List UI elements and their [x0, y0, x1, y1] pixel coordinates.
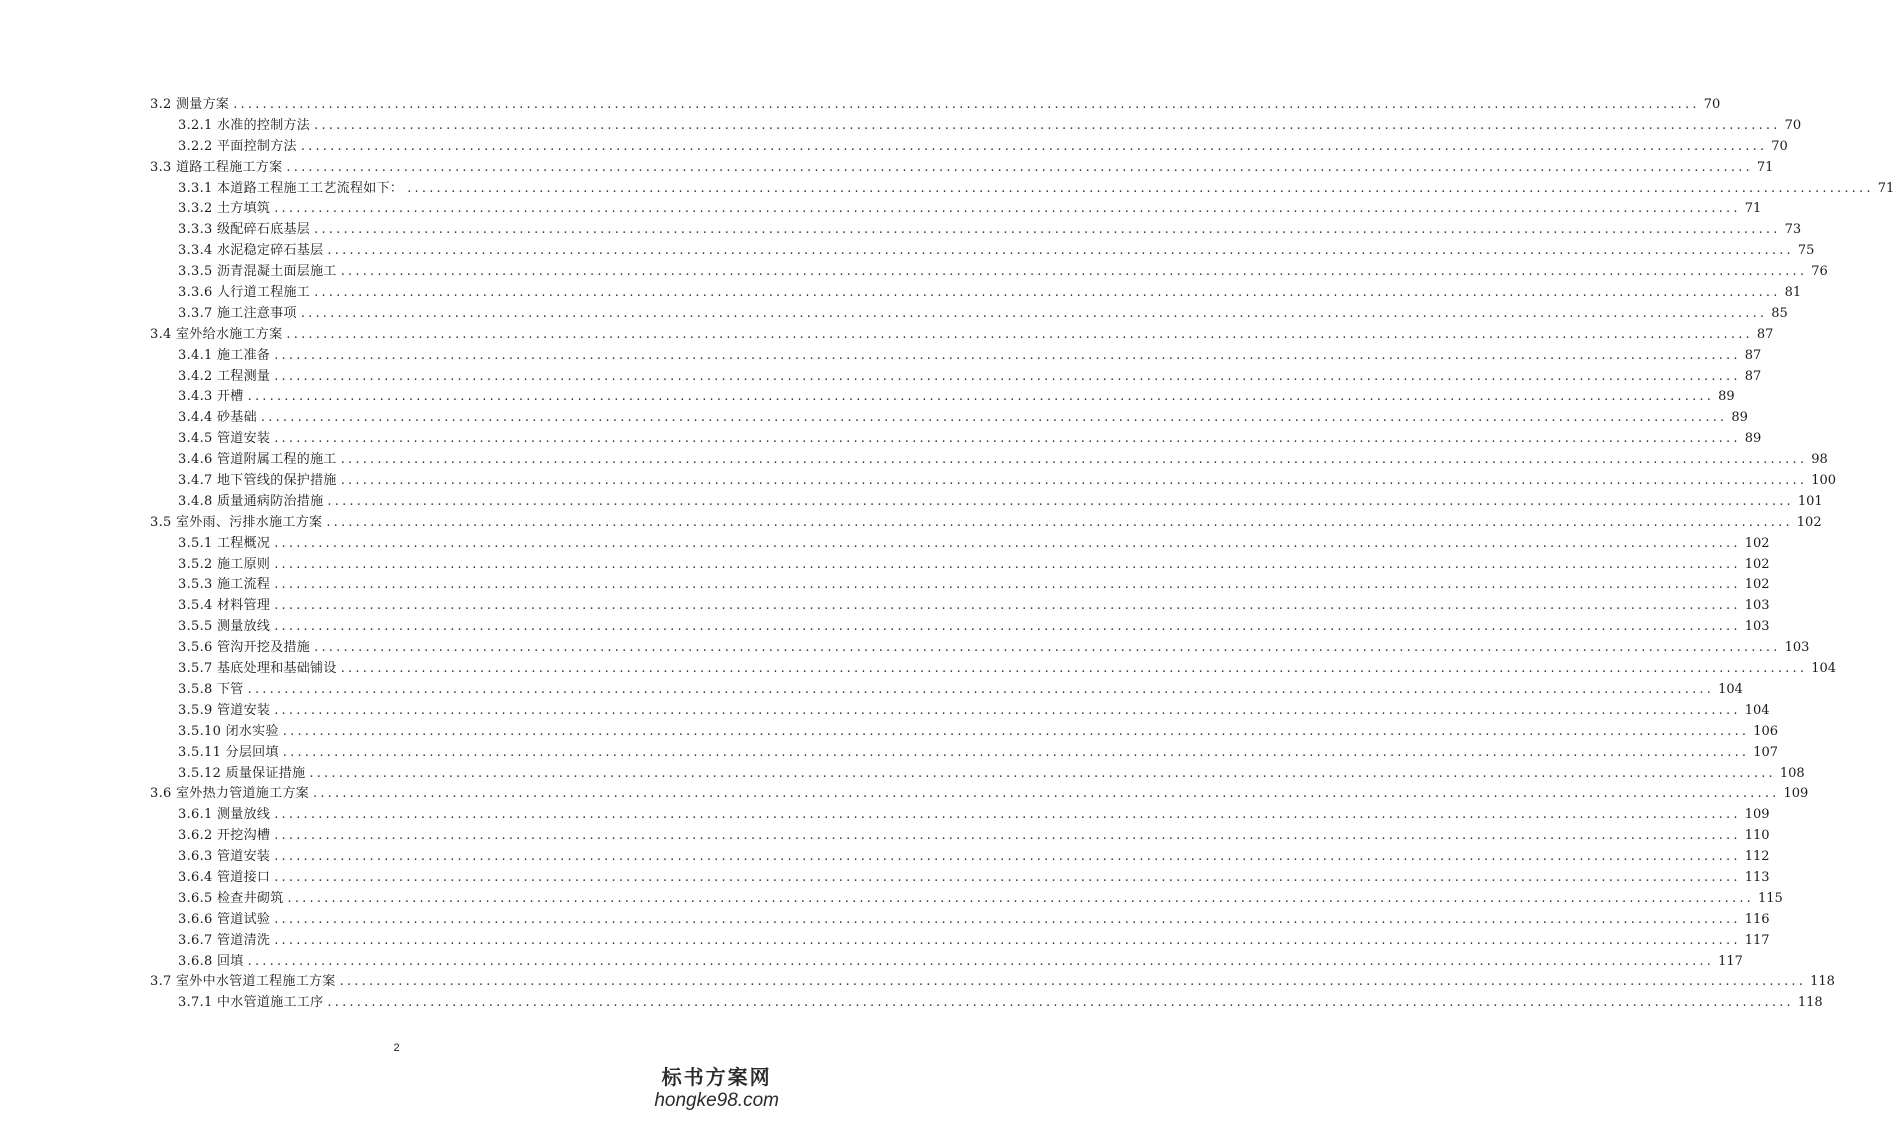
toc-entry-title: 3.5.9 管道安装: [178, 702, 271, 718]
toc-entry[interactable]: [178, 805, 1770, 826]
toc-entry[interactable]: [178, 764, 1805, 785]
toc-entry-title: 3.6.4 管道接口: [178, 869, 271, 885]
toc-dot-leader: ........................................................................................................................................................................................................: [274, 702, 1741, 718]
toc-entry[interactable]: [178, 617, 1770, 638]
toc-entry-page: 118: [1810, 974, 1835, 990]
toc-entry-title: 3.4.1 施工准备: [178, 347, 271, 363]
toc-dot-leader: ........................................................................................................................................................................................................: [274, 849, 1741, 865]
toc-entry-title: 3.6.2 开挖沟槽: [178, 828, 271, 844]
toc-entry[interactable]: [150, 513, 1822, 534]
toc-entry[interactable]: [178, 659, 1837, 680]
toc-dot-leader: ........................................................................................................................................................................................................: [282, 744, 1750, 760]
toc-entry-page: 102: [1744, 577, 1770, 593]
toc-dot-leader: ........................................................................................................................................................................................................: [340, 452, 1808, 468]
toc-entry-title: 3.3.5 沥青混凝土面层施工: [178, 264, 337, 280]
toc-entry-page: 117: [1744, 932, 1770, 948]
toc-entry-page: 118: [1797, 995, 1823, 1011]
toc-entry-page: 113: [1744, 869, 1770, 885]
toc-entry[interactable]: [178, 868, 1770, 889]
toc-dot-leader: ........................................................................................................................................................................................................: [340, 661, 1808, 677]
toc-entry-title: 3.4.2 工程测量: [178, 368, 271, 384]
toc-entry-page: 109: [1783, 786, 1809, 802]
toc-dot-leader: ........................................................................................................................................................................................................: [274, 828, 1741, 844]
toc-entry-title: 3.3.1 本道路工程施工工艺流程如下：: [178, 180, 404, 196]
toc-entry-page: 70: [1784, 117, 1802, 133]
toc-entry-page: 107: [1753, 744, 1779, 760]
toc-entry-title: 3.4.3 开槽: [178, 389, 244, 405]
toc-entry-page: 117: [1718, 953, 1743, 969]
toc-dot-leader: ........................................................................................................................................................................................................: [327, 493, 1794, 509]
toc-entry[interactable]: [150, 325, 1774, 346]
toc-entry-page: 108: [1779, 765, 1805, 781]
toc-dot-leader: ........................................................................................................................................................................................................: [274, 619, 1741, 635]
toc-entry[interactable]: [178, 262, 1828, 283]
toc-dot-leader: ........................................................................................................................................................................................................: [274, 869, 1741, 885]
toc-dot-leader: ........................................................................................................................................................................................................: [340, 264, 1808, 280]
toc-entry-title: 3.3 道路工程施工方案: [150, 159, 283, 175]
toc-dot-leader: ........................................................................................................................................................................................................: [274, 556, 1741, 572]
toc-entry-page: 115: [1757, 890, 1783, 906]
toc-entry[interactable]: [150, 784, 1809, 805]
toc-entry[interactable]: [150, 158, 1774, 179]
toc-entry-title: 3.4.7 地下管线的保护措施: [178, 473, 337, 489]
toc-entry-title: 3.3.6 人行道工程施工: [178, 285, 311, 301]
toc-dot-leader: ........................................................................................................................................................................................................: [314, 222, 1781, 238]
toc-entry[interactable]: [178, 283, 1802, 304]
toc-entry-page: 104: [1718, 681, 1743, 697]
toc-entry-page: 75: [1797, 243, 1815, 259]
toc-entry[interactable]: [178, 346, 1762, 367]
toc-dot-leader: ........................................................................................................................................................................................................: [300, 138, 1768, 154]
toc-entry-title: 3.6.6 管道试验: [178, 911, 271, 927]
toc-entry[interactable]: [178, 220, 1802, 241]
toc-entry[interactable]: [178, 722, 1779, 743]
toc-entry-page: 104: [1744, 702, 1770, 718]
toc-dot-leader: ........................................................................................................................................................................................................: [309, 765, 1776, 781]
toc-entry-title: 3.6.1 测量放线: [178, 807, 271, 823]
toc-entry[interactable]: [150, 972, 1835, 993]
toc-entry-title: 3.3.4 水泥稳定碎石基层: [178, 243, 324, 259]
toc-entry[interactable]: [178, 931, 1770, 952]
toc-entry-page: 71: [1877, 180, 1894, 196]
toc-entry-page: 71: [1756, 159, 1774, 175]
toc-dot-leader: ........................................................................................................................................................................................................: [274, 535, 1741, 551]
toc-entry-page: 103: [1784, 640, 1810, 656]
toc-entry[interactable]: [178, 847, 1770, 868]
toc-entry-title: 3.2.1 水准的控制方法: [178, 117, 311, 133]
toc-dot-leader: ........................................................................................................................................................................................................: [327, 243, 1794, 259]
toc-entry-title: 3.5.7 基底处理和基础铺设: [178, 661, 337, 677]
toc-entry-page: 76: [1811, 264, 1828, 280]
toc-entry[interactable]: [178, 179, 1894, 200]
toc-dot-leader: ........................................................................................................................................................................................................: [247, 389, 1715, 405]
toc-entry-page: 109: [1744, 807, 1770, 823]
toc-dot-leader: ........................................................................................................................................................................................................: [314, 640, 1781, 656]
toc-entry[interactable]: [178, 952, 1743, 973]
toc-entry-page: 89: [1744, 431, 1762, 447]
toc-entry[interactable]: [178, 241, 1815, 262]
toc-entry[interactable]: [178, 387, 1735, 408]
toc-entry-page: 110: [1744, 828, 1770, 844]
toc-entry[interactable]: [178, 910, 1770, 931]
toc-entry-page: 103: [1744, 619, 1770, 635]
toc-entry-page: 87: [1744, 347, 1762, 363]
toc-entry[interactable]: [150, 95, 1721, 116]
toc-entry-title: 3.7.1 中水管道施工工序: [178, 995, 324, 1011]
toc-entry-title: 3.5.4 材料管理: [178, 598, 271, 614]
toc-entry-page: 85: [1771, 305, 1788, 321]
toc-entry-title: 3.4 室外给水施工方案: [150, 326, 283, 342]
toc-entry-title: 3.5.2 施工原则: [178, 556, 271, 572]
toc-entry-title: 3.4.6 管道附属工程的施工: [178, 452, 337, 468]
toc-entry[interactable]: [178, 471, 1837, 492]
toc-entry-title: 3.6 室外热力管道施工方案: [150, 786, 310, 802]
toc-entry-page: 98: [1811, 452, 1828, 468]
toc-entry-page: 87: [1744, 368, 1762, 384]
toc-entry-title: 3.7 室外中水管道工程施工方案: [150, 974, 336, 990]
toc-dot-leader: ........................................................................................................................................................................................................: [327, 995, 1794, 1011]
toc-entry-page: 71: [1744, 201, 1762, 217]
toc-dot-leader: ........................................................................................................................................................................................................: [274, 347, 1741, 363]
toc-dot-leader: ........................................................................................................................................................................................................: [247, 681, 1715, 697]
toc-dot-leader: ........................................................................................................................................................................................................: [326, 514, 1793, 530]
toc-dot-leader: ........................................................................................................................................................................................................: [233, 97, 1700, 112]
toc-entry[interactable]: [178, 680, 1743, 701]
toc-entry[interactable]: [178, 596, 1770, 617]
toc-entry-page: 87: [1756, 326, 1774, 342]
toc-entry[interactable]: [178, 743, 1779, 764]
toc-entry-title: 3.6.3 管道安装: [178, 849, 271, 865]
toc-entry[interactable]: [178, 826, 1770, 847]
toc-entry[interactable]: [178, 367, 1762, 388]
toc-entry-title: 3.4.4 砂基础: [178, 410, 257, 426]
toc-entry-title: 3.3.2 土方填筑: [178, 201, 271, 217]
toc-entry-page: 103: [1744, 598, 1770, 614]
toc-entry-title: 3.2.2 平面控制方法: [178, 138, 297, 154]
toc-entry[interactable]: [178, 137, 1788, 158]
toc-dot-leader: ........................................................................................................................................................................................................: [274, 201, 1741, 217]
toc-entry-title: 3.5.5 测量放线: [178, 619, 271, 635]
toc-entry[interactable]: [178, 304, 1788, 325]
toc-entry-title: 3.4.5 管道安装: [178, 431, 271, 447]
toc-dot-leader: ........................................................................................................................................................................................................: [282, 723, 1750, 739]
toc-dot-leader: ........................................................................................................................................................................................................: [300, 305, 1768, 321]
toc-entry-title: 3.5.6 管沟开挖及措施: [178, 640, 311, 656]
toc-entry-page: 70: [1771, 138, 1788, 154]
toc-entry-title: 3.5.11 分层回填: [178, 744, 279, 760]
watermark-logo: [654, 1066, 779, 1112]
toc-entry-title: 3.5.12 质量保证措施: [178, 765, 306, 781]
toc-dot-leader: ........................................................................................................................................................................................................: [286, 326, 1753, 342]
toc-dot-leader: ........................................................................................................................................................................................................: [287, 890, 1754, 906]
toc-entry-page: 89: [1731, 410, 1748, 426]
watermark-title: 标书方案网: [661, 1067, 772, 1089]
toc-entry-title: 3.3.7 施工注意事项: [178, 305, 297, 321]
toc-entry-page: 102: [1744, 556, 1770, 572]
toc-entry[interactable]: [178, 429, 1762, 450]
toc-entry-title: 3.5.10 闭水实验: [178, 723, 279, 739]
toc-entry[interactable]: [178, 701, 1770, 722]
toc-dot-leader: ........................................................................................................................................................................................................: [247, 953, 1715, 969]
toc-entry-page: 81: [1784, 285, 1802, 301]
toc-entry-page: 101: [1797, 493, 1823, 509]
toc-dot-leader: ........................................................................................................................................................................................................: [274, 807, 1741, 823]
toc-entry[interactable]: [178, 575, 1770, 596]
toc-dot-leader: ........................................................................................................................................................................................................: [274, 368, 1741, 384]
toc-dot-leader: ........................................................................................................................................................................................................: [340, 473, 1808, 489]
toc-dot-leader: ........................................................................................................................................................................................................: [274, 577, 1741, 593]
toc-entry[interactable]: [178, 555, 1770, 576]
watermark-url: hongke98.com: [654, 1090, 779, 1111]
toc-dot-leader: ........................................................................................................................................................................................................: [274, 598, 1741, 614]
toc-entry[interactable]: [178, 638, 1810, 659]
toc-entry-title: 3.5.8 下管: [178, 681, 244, 697]
toc-entry[interactable]: [178, 450, 1828, 471]
toc-entry-page: 104: [1811, 661, 1837, 677]
toc-entry-page: 112: [1744, 849, 1770, 865]
toc-entry[interactable]: [178, 889, 1783, 910]
toc-entry[interactable]: [178, 492, 1823, 513]
toc-entry-title: 3.2 测量方案: [150, 97, 230, 112]
toc-entry-page: 102: [1744, 535, 1770, 551]
toc-entry[interactable]: [178, 199, 1762, 220]
toc-entry-title: 3.5.3 施工流程: [178, 577, 271, 593]
toc-entry-title: 3.6.8 回填: [178, 953, 244, 969]
toc-entry-page: 116: [1744, 911, 1770, 927]
toc-dot-leader: ........................................................................................................................................................................................................: [274, 932, 1741, 948]
toc-entry-page: 73: [1784, 222, 1802, 238]
toc-entry-page: 89: [1718, 389, 1735, 405]
toc-entry-page: 106: [1753, 723, 1779, 739]
toc-entry-page: 102: [1796, 514, 1822, 530]
toc-entry-title: 3.3.3 级配碎石底基层: [178, 222, 311, 238]
toc-dot-leader: ........................................................................................................................................................................................................: [286, 159, 1753, 175]
toc-dot-leader: ........................................................................................................................................................................................................: [314, 117, 1781, 133]
toc-dot-leader: ........................................................................................................................................................................................................: [274, 431, 1741, 447]
toc-entry-title: 3.4.8 质量通病防治措施: [178, 493, 324, 509]
toc-entry[interactable]: [178, 116, 1802, 137]
toc-entry-title: 3.5 室外雨、污排水施工方案: [150, 514, 323, 530]
toc-dot-leader: ........................................................................................................................................................................................................: [339, 974, 1807, 990]
toc-entry[interactable]: [178, 534, 1770, 555]
toc-entry-title: 3.5.1 工程概况: [178, 535, 271, 551]
toc-dot-leader: ........................................................................................................................................................................................................: [314, 285, 1781, 301]
table-of-contents: [0, 95, 1894, 1014]
toc-entry-title: 3.6.5 检查井砌筑: [178, 890, 284, 906]
toc-entry-page: 70: [1703, 97, 1721, 112]
toc-entry-page: 100: [1811, 473, 1837, 489]
toc-dot-leader: ........................................................................................................................................................................................................: [260, 410, 1728, 426]
toc-dot-leader: ........................................................................................................................................................................................................: [407, 180, 1874, 196]
toc-entry-title: 3.6.7 管道清洗: [178, 932, 271, 948]
toc-entry[interactable]: [178, 408, 1748, 429]
toc-entry[interactable]: [178, 993, 1823, 1014]
page-number: 2: [393, 1042, 400, 1054]
toc-dot-leader: ........................................................................................................................................................................................................: [274, 911, 1741, 927]
toc-dot-leader: ........................................................................................................................................................................................................: [313, 786, 1780, 802]
